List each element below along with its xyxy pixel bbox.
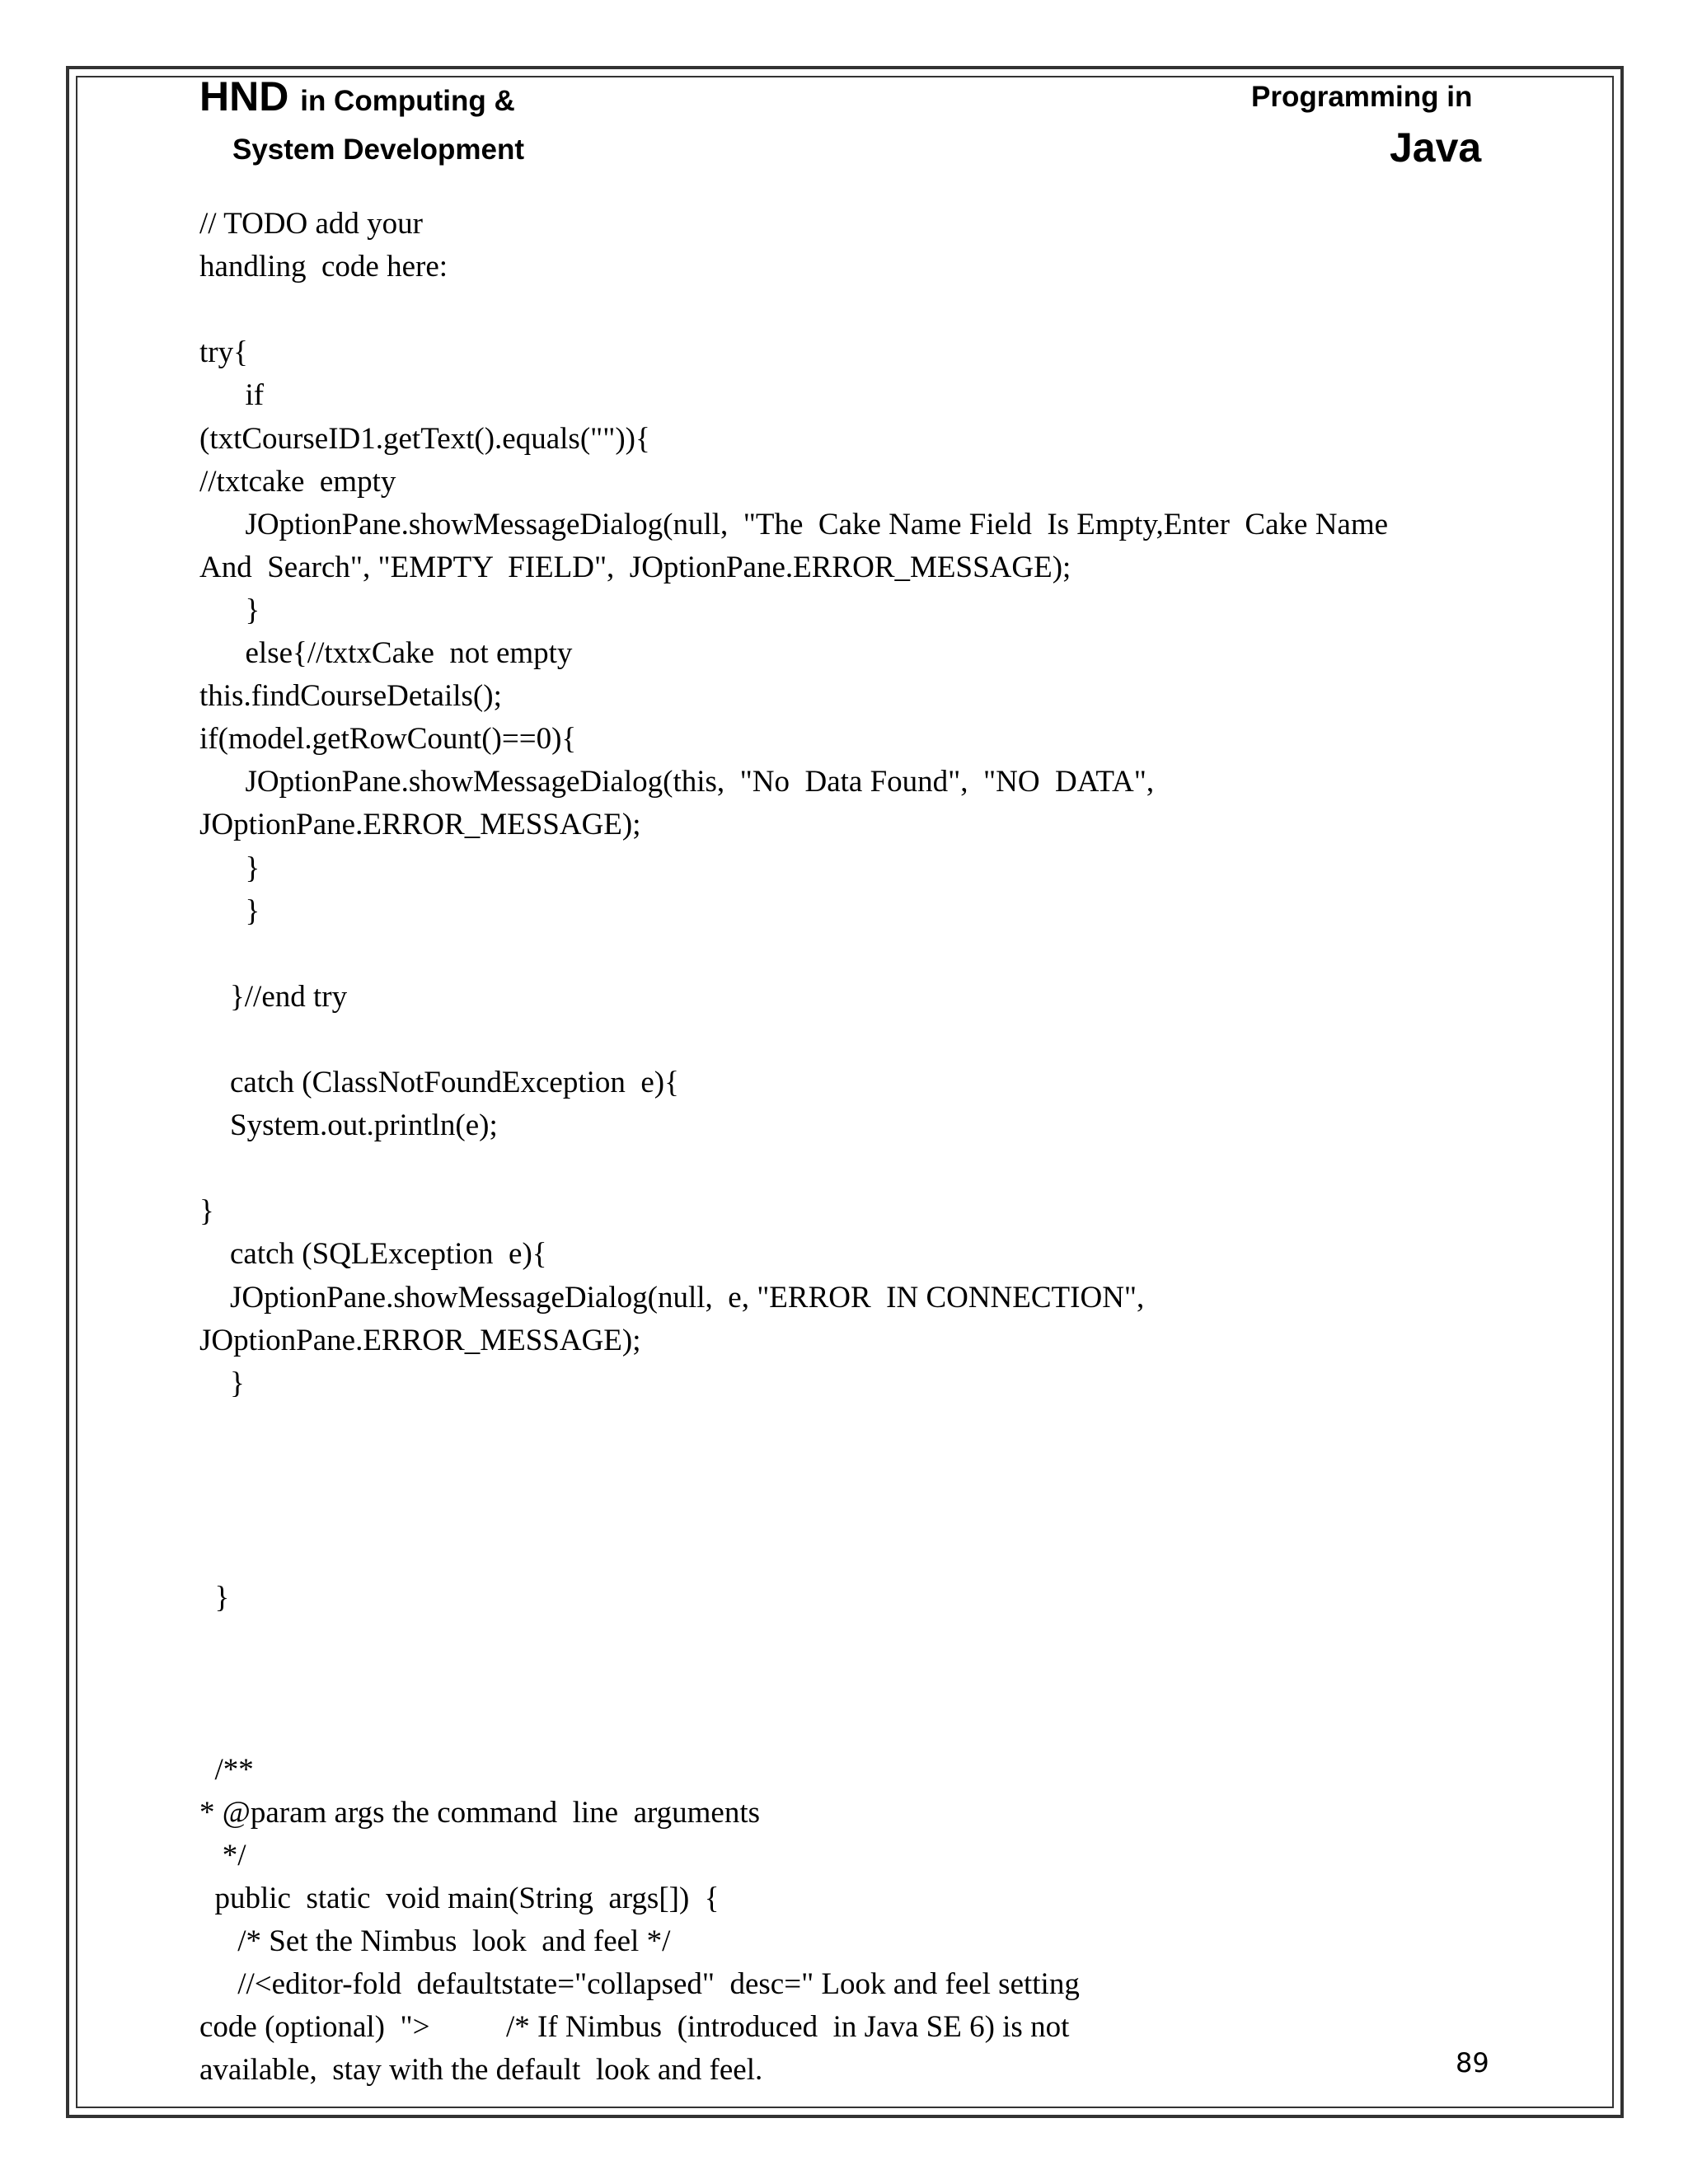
code-line: * @param args the command line arguments [199,1795,761,1830]
header-hnd-label: HND [199,73,289,120]
code-line: } [199,851,260,885]
page-number: 89 [1456,2047,1489,2079]
code-line: JOptionPane.showMessageDialog(null, e, "ERROR IN CONNECTION", [199,1280,1145,1315]
code-line: System.out.println(e); [199,1108,498,1143]
code-line: if [199,378,265,413]
code-line: //txtcake empty [199,464,396,499]
code-line: And Search", "EMPTY FIELD", JOptionPane.ERROR_MESSAGE); [199,550,1071,584]
header-programming-in: Programming in [1251,81,1473,113]
code-line: } [199,893,260,928]
code-line: */ [199,1838,246,1872]
code-line: if(model.getRowCount()==0){ [199,722,577,757]
code-line: }//end try [199,979,348,1014]
header-system-development: System Development [232,134,525,166]
code-line: else{//txtxCake not empty [199,636,573,670]
code-line: handling code here: [199,250,448,284]
code-line: catch (ClassNotFoundException e){ [199,1066,679,1099]
code-line: } [199,1581,230,1615]
code-line: public static void main(String args[]) { [199,1881,720,1915]
code-line: catch (SQLException e){ [199,1237,547,1272]
header-hnd [199,73,515,120]
code-line: // TODO add your [199,207,423,241]
code-line: } [199,1366,245,1400]
code-line: JOptionPane.ERROR_MESSAGE); [199,808,641,842]
code-line: available, stay with the default look and feel. [199,2053,763,2088]
code-line: } [199,593,260,627]
code-line: code (optional) "> /* If Nimbus (introduced in Java SE 6) is not [199,2010,1070,2045]
code-line: /** [199,1752,254,1787]
header-in-computing: in Computing & [300,85,515,117]
header-java: Java [1390,124,1482,171]
code-line: (txtCourseID1.getText().equals("")){ [199,421,650,456]
code-line: JOptionPane.showMessageDialog(null, "The Cake Name Field Is Empty,Enter Cake Name [199,507,1389,541]
code-line: JOptionPane.ERROR_MESSAGE); [199,1323,641,1357]
code-line: this.findCourseDetails(); [199,679,502,714]
code-line: try{ [199,335,248,370]
code-line: /* Set the Nimbus look and feel */ [199,1924,671,1958]
code-line: JOptionPane.showMessageDialog(this, "No Data Found", "NO DATA", [199,765,1155,799]
code-line: } [199,1194,214,1229]
code-line: //<editor-fold defaultstate="collapsed" desc=" Look and feel setting [199,1967,1080,2002]
